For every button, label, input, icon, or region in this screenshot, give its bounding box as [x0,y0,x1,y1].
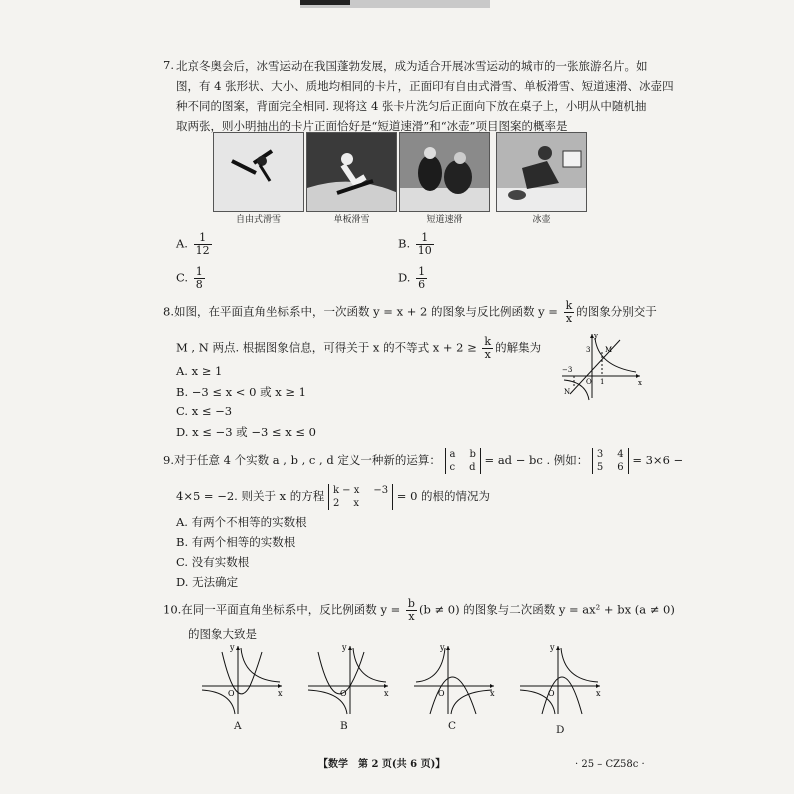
q7-line-3: 种不同的图案，背面完全相同. 现将这 4 张卡片洗匀后正面向下放在桌子上，小明从中随机抽 [176,99,647,113]
svg-text:y: y [342,643,347,652]
svg-text:y: y [550,643,555,652]
q7-line-4: 取两张，则小明抽出的卡片正面恰好是“短道速滑”和“冰壶”项目图案的概率是 [176,119,568,133]
page-footer: 【数学 第 2 页(共 6 页)】 [318,759,446,770]
q8-line-2: M , N 两点. 根据图象信息，可得关于 x 的不等式 x + 2 ≥ $\frac{k}{x}$ 的解集为 [176,335,542,361]
svg-text:O: O [438,689,445,698]
q10-label-c: C [448,720,457,732]
q7-option-b: B. $\frac{1}{10}$ [398,231,432,257]
q10-graph-d [518,642,604,716]
caption-curling: 冰壶 [532,215,551,225]
q8-graph-one: 1 [600,378,605,386]
q9-determinant-equation: k − x −3 2 x [328,484,393,510]
svg-text:y: y [230,643,235,652]
q9-line-2: 4×5 = −2. 则关于 x 的方程 k − x −3 2 x = 0 的根的情况为 [176,485,491,509]
q8-graph-neg3: −3 [562,366,573,374]
q10-label-d: D [556,724,565,736]
q10-graph-b [306,642,392,716]
svg-text:O: O [228,689,235,698]
freestyle-skiing-photo [213,132,304,212]
q8-option-b: B. −3 ≤ x < 0 或 x ≥ 1 [176,385,306,399]
svg-text:x: x [384,689,389,698]
q7-option-d: D. $\frac{1}{6}$ [398,265,426,291]
q8-option-c: C. x ≤ −3 [176,404,233,418]
curling-photo [496,132,587,212]
q9-option-b: B. 有两个相等的实数根 [176,535,296,549]
caption-short-track: 短道速滑 [426,215,463,225]
caption-snowboard: 单板滑雪 [333,215,370,225]
q9-option-d: D. 无法确定 [176,575,239,589]
q7-line-1: 北京冬奥会后，冰雪运动在我国蓬勃发展，成为适合开展冰雪运动的城市的一张旅游名片。如 [176,59,648,73]
q8-graph-n: N [564,388,571,396]
q8-graph-m: M [605,346,613,354]
svg-text:x: x [490,689,495,698]
q8-graph-y: y [594,332,598,340]
q8-graph [560,330,645,402]
scan-header-mark [300,0,350,5]
q10-label-b: B [340,720,348,732]
q9-option-a: A. 有两个不相等的实数根 [176,515,307,529]
q8-option-d: D. x ≤ −3 或 −3 ≤ x ≤ 0 [176,425,316,439]
q10-graph-c [412,642,498,716]
q10-line-1: 10.在同一平面直角坐标系中，反比例函数 y = $\frac{b}{x}$ (b ≠ 0) 的图象与二次函数 y = ax² + bx (a ≠ 0) [163,597,675,623]
svg-text:O: O [340,689,347,698]
exam-code: · 25 – CZ58c · [575,759,645,770]
q7-option-c: C. $\frac{1}{8}$ [176,265,203,291]
snowboarding-photo [306,132,397,212]
q8-graph-x: x [638,379,642,387]
svg-text:x: x [596,689,601,698]
svg-text:x: x [278,689,283,698]
q9-determinant-example: 3 4 5 6 [592,448,629,474]
q10-line-2: 的图象大致是 [188,627,257,641]
q7-line-2: 图，有 4 张形状、大小、质地均相同的卡片，正面印有自由式滑雪、单板滑雪、短道速滑、冰壶四 [176,79,674,93]
q10-graph-a [200,642,286,716]
q9-option-c: C. 没有实数根 [176,555,250,569]
svg-text:y: y [440,643,445,652]
q9-determinant-abcd: a b c d [445,448,481,474]
q8-option-a: A. x ≥ 1 [176,364,223,378]
q7-number: 7. [163,58,174,72]
svg-text:O: O [548,689,555,698]
q8-graph-origin: O [586,378,592,386]
q7-option-a: A. $\frac{1}{12}$ [176,231,210,257]
q8-graph-three: 3 [586,346,591,354]
short-track-photo [399,132,490,212]
q10-label-a: A [234,720,242,732]
q9-line-1: 9.对于任意 4 个实数 a , b , c , d 定义一种新的运算： a b c d = ad − bc . 例如： 3 4 5 6 = 3×6 − [163,449,684,473]
q8-line-1: 8.如图，在平面直角坐标系中，一次函数 y = x + 2 的图象与反比例函数 y = $\frac{k}{x}$ 的图象分别交于 [163,299,657,325]
caption-freestyle: 自由式滑雪 [235,215,281,225]
